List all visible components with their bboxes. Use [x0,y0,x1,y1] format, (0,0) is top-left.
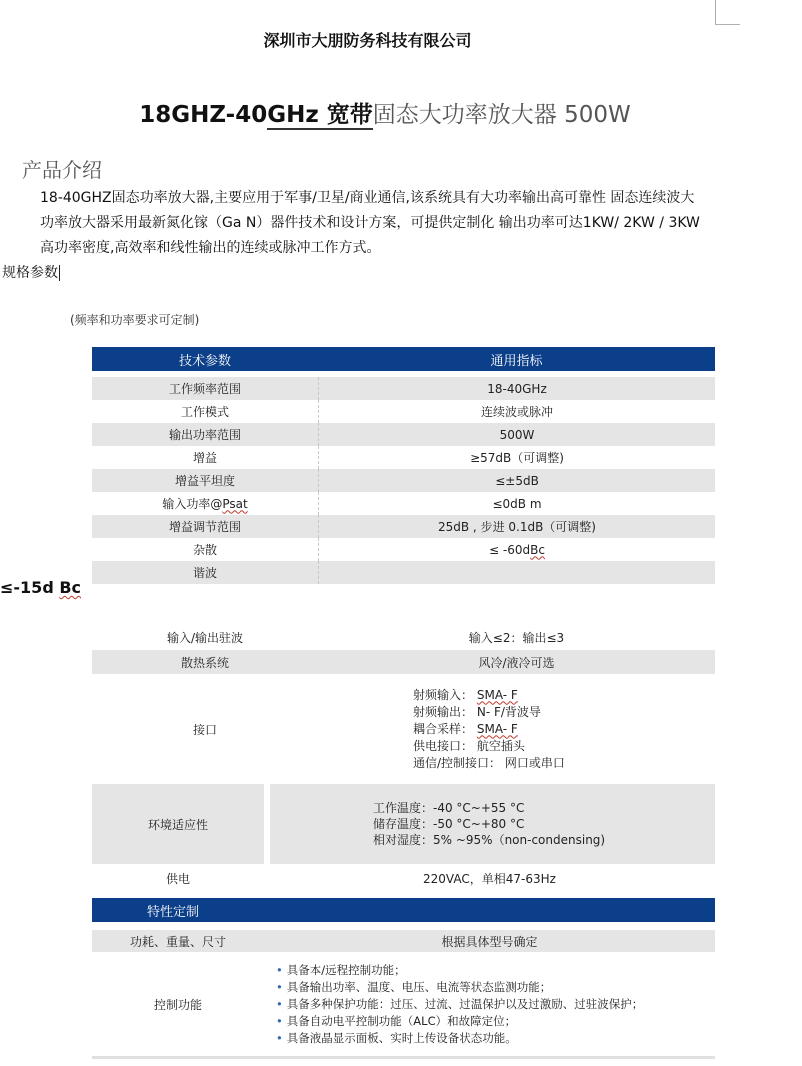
row-value: ≤0dB m [492,496,542,511]
interface-line [413,704,565,721]
intro-heading: 产品介绍 [22,158,102,182]
spec-note: (频率和功率要求可定制) [70,313,200,327]
table-row [92,446,715,469]
interface-key: 通信/控制接口： [413,755,502,770]
list-item: • 具备本/远程控制功能； [276,962,643,979]
table-row [92,538,715,561]
row-value: 500W [499,427,535,442]
header-col-value: 通用指标 [490,353,543,369]
row-value: 风冷/液冷可选 [478,655,555,670]
spec-table-header [92,347,715,371]
row-value [264,962,715,1047]
harmonic-wavy: Bc [59,578,82,597]
row-label: 增益 [92,446,319,469]
interface-key: 射频输出： [413,704,474,719]
custom-table [92,898,715,1059]
environment-line: 储存温度：-50 °C~+80 °C [373,817,525,831]
table-row [92,952,715,1059]
row-label: 散热系统 [180,655,229,670]
environment-line: 相对湿度：5% ~95%（non-condensing) [373,833,606,847]
row-value: 根据具体型号确定 [441,934,538,949]
row-label: 谐波 [92,561,319,584]
row-label [92,492,319,515]
list-item: • 具备输出功率、温度、电压、电流等状态监测功能； [276,979,643,996]
environment-line: 工作温度：-40 °C~+55 °C [373,801,525,815]
row-label: 输出功率范围 [92,423,319,446]
page-title [0,96,770,129]
table-row [92,784,715,864]
environment-list [373,800,605,848]
harmonic-overflow-value [0,578,81,597]
control-feature-list [276,962,643,1047]
row-value [270,784,715,864]
row-value: 连续波或脉冲 [480,405,553,419]
row-label: 工作模式 [92,400,319,423]
table-row [92,674,715,784]
row-label: 接口 [192,722,217,737]
interface-line [413,738,565,755]
custom-header-title: 特性定制 [147,904,200,920]
list-item: • 具备多种保护功能：过压、过流、过温保护以及过激励、过驻波保护； [276,996,643,1013]
interface-line [413,721,565,738]
row-label: 增益平坦度 [92,469,319,492]
spec-heading [2,262,60,282]
row-value: 18-40GHz [487,381,547,396]
row-label: 功耗、重量、尺寸 [129,934,226,949]
table-row [92,469,715,492]
custom-table-header [92,898,715,922]
row-value [319,543,715,557]
row-value: ≤±5dB [495,473,539,488]
row-label-text: 输入功率@ [162,497,223,511]
interface-list [413,687,565,772]
row-value: ≥57dB（可调整) [470,451,564,465]
table-row [92,377,715,400]
table-row [92,864,715,892]
interface-key: 射频输入： [413,687,474,702]
page-corner-mark-top [715,0,740,25]
table-row [92,423,715,446]
row-label: 控制功能 [153,997,202,1012]
row-value-wavy: Bc [530,542,545,557]
header-col-param: 技术参数 [178,353,231,369]
row-value: 25dB , 步进 0.1dB（可调整) [438,520,596,534]
table-row [92,492,715,515]
interface-val: N- F/背波导 [476,704,541,719]
text-cursor [59,265,60,281]
row-value [318,687,715,772]
interface-key: 耦合采样： [413,721,474,736]
interface-val: 航空插头 [476,738,525,753]
spec-table-continued [92,624,715,892]
interface-val: 网口或串口 [504,755,565,770]
table-row [92,515,715,538]
harmonic-text: ≤-15d [0,578,60,597]
interface-key: 供电接口： [413,738,474,753]
row-label: 工作频率范围 [92,377,319,400]
row-label: 环境适应性 [92,784,264,864]
title-part-3: 固态大功率放大器 500W [372,102,631,128]
row-value-text: ≤ -60d [489,542,531,557]
spec-table [92,347,715,584]
row-label: 供电 [165,871,190,886]
table-row [92,650,715,674]
interface-val: SMA- F [476,687,518,702]
row-value: 输入≤2：输出≤3 [468,630,565,645]
interface-line [413,755,565,772]
table-row [92,400,715,423]
title-part-2: GHz 宽带 [267,102,373,128]
table-row [92,624,715,650]
list-item: • 具备自动电平控制功能（ALC）和故障定位； [276,1013,643,1030]
interface-val: SMA- F [476,721,518,736]
title-part-1: 18GHZ-40 [139,102,268,128]
row-label: 增益调节范围 [92,515,319,538]
table-row [92,561,715,584]
table-row [92,930,715,952]
intro-paragraph: 18-40GHZ固态功率放大器,主要应用于军事/卫星/商业通信,该系统具有大功率输出高可靠性 固态连续波大功率放大器采用最新氮化镓（Ga N）器件技术和设计方案，可提供定制化 输出功率可达1KW/ 2KW / 3KW 高功率密度,高效率和线性输出的连续或脉冲工作方式。 [40,190,700,256]
spec-heading-text: 规格参数 [2,265,58,281]
list-item: • 具备液晶显示面板、实时上传设备状态功能。 [276,1030,643,1047]
company-name: 深圳市大朋防务科技有限公司 [263,31,472,50]
row-label: 杂散 [92,538,319,561]
row-label-wavy: Psat [222,496,248,511]
row-value: 220VAC，单相47-63Hz [423,871,556,886]
interface-line [413,687,565,704]
row-label: 输入/输出驻波 [166,630,244,645]
